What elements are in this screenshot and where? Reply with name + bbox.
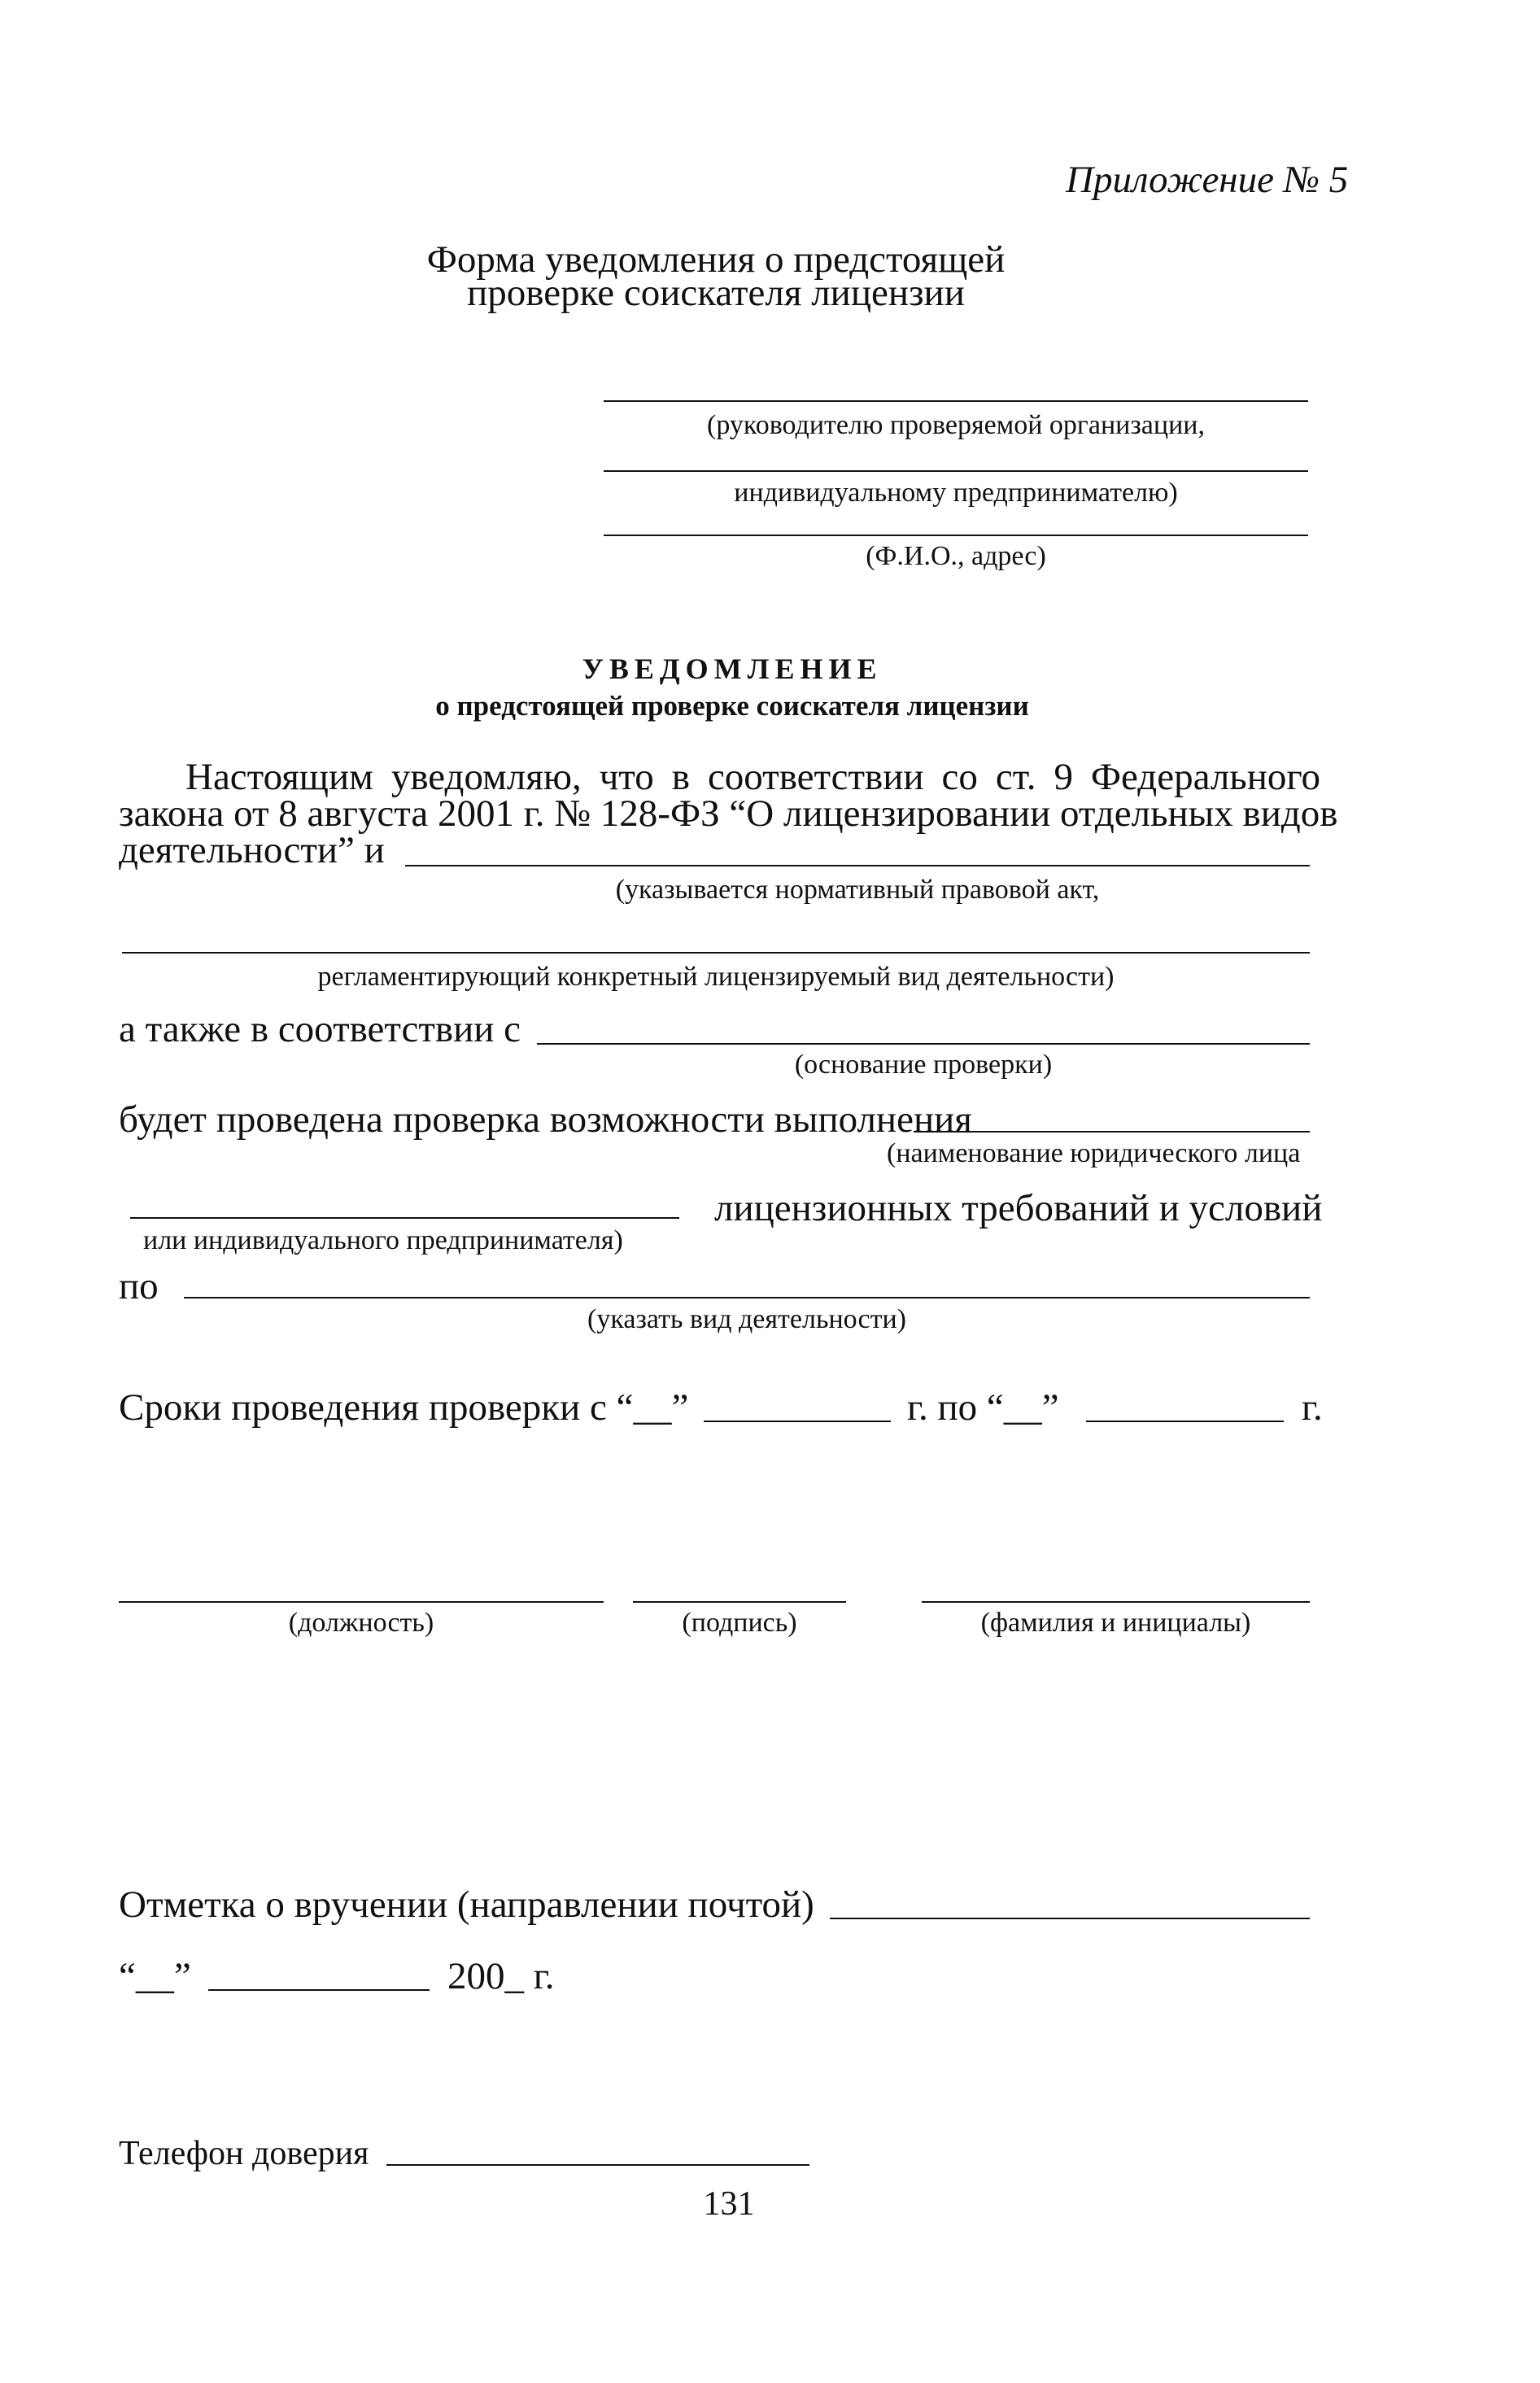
entity-line-2[interactable] bbox=[130, 1217, 679, 1219]
signature-line[interactable] bbox=[633, 1601, 846, 1603]
act-caption-1: (указывается нормативный правовой акт, bbox=[615, 875, 1100, 905]
dates-month-line-2[interactable] bbox=[1086, 1421, 1284, 1422]
addressee-line-3[interactable] bbox=[604, 535, 1308, 536]
delivery-date-prefix: “__” bbox=[119, 1955, 191, 1997]
entity-caption-2: или индивидуального предпринимателя) bbox=[143, 1225, 623, 1255]
act-line-1[interactable] bbox=[405, 865, 1310, 866]
entity-caption-1: (наименование юридического лица bbox=[887, 1138, 1301, 1168]
will-text: будет проведена проверка возможности выполнения bbox=[119, 1098, 972, 1141]
also-text: а также в соответствии с bbox=[119, 1008, 521, 1050]
form-title-line1: Форма уведомления о предстоящей bbox=[426, 238, 1006, 281]
addressee-line-2[interactable] bbox=[604, 470, 1308, 472]
dates-month-line-1[interactable] bbox=[704, 1421, 891, 1422]
act-caption-2: регламентирующий конкретный лицензируемый вид деятельности) bbox=[317, 962, 1115, 992]
requirements-text: лицензионных требований и условий bbox=[714, 1187, 1323, 1229]
dates-start-text: Сроки проведения проверки с “__” bbox=[119, 1386, 689, 1429]
activity-caption: (указать вид деятельности) bbox=[587, 1304, 906, 1334]
addressee-caption-2: индивидуальному предпринимателю) bbox=[734, 478, 1178, 508]
basis-caption: (основание проверки) bbox=[794, 1050, 1053, 1080]
page-number: 131 bbox=[703, 2185, 755, 2223]
delivery-month-line[interactable] bbox=[208, 1989, 430, 1991]
hotline-line[interactable] bbox=[386, 2164, 809, 2166]
addressee-caption-1: (руководителю проверяемой организации, bbox=[707, 410, 1205, 440]
name-caption: (фамилия и инициалы) bbox=[980, 1608, 1251, 1638]
position-caption: (должность) bbox=[288, 1608, 434, 1638]
notice-subtitle: о предстоящей проверке соискателя лицензии bbox=[435, 690, 1029, 722]
po-text: по bbox=[119, 1265, 159, 1307]
body-line-3: деятельности” и bbox=[119, 829, 385, 871]
addressee-caption-3: (Ф.И.О., адрес) bbox=[866, 541, 1046, 571]
notice-title: УВЕДОМЛЕНИЕ bbox=[582, 652, 883, 685]
body-line-1: Настоящим уведомляю, что в соответствии со ст. 9 Федерального bbox=[185, 756, 1320, 798]
entity-line-1[interactable] bbox=[914, 1131, 1310, 1133]
delivery-mark-text: Отметка о вручении (направлении почтой) bbox=[119, 1883, 814, 1926]
dates-mid-text: г. по “__” bbox=[907, 1386, 1059, 1429]
form-title-line2: проверке соискателя лицензии bbox=[467, 272, 965, 314]
delivery-year-text: 200_ г. bbox=[447, 1955, 555, 1997]
appendix-label: Приложение № 5 bbox=[1066, 159, 1349, 201]
addressee-line-1[interactable] bbox=[604, 400, 1308, 402]
act-line-2[interactable] bbox=[122, 952, 1310, 954]
delivery-mark-line[interactable] bbox=[830, 1918, 1310, 1919]
position-line[interactable] bbox=[119, 1601, 604, 1603]
basis-line[interactable] bbox=[537, 1043, 1310, 1045]
signature-caption: (подпись) bbox=[682, 1608, 797, 1638]
activity-line[interactable] bbox=[184, 1297, 1310, 1298]
hotline-text: Телефон доверия bbox=[119, 2135, 369, 2172]
dates-end-text: г. bbox=[1302, 1386, 1323, 1429]
body-line-2: закона от 8 августа 2001 г. № 128-ФЗ “О лицензировании отдельных видов bbox=[119, 792, 1338, 835]
name-line[interactable] bbox=[922, 1601, 1310, 1603]
